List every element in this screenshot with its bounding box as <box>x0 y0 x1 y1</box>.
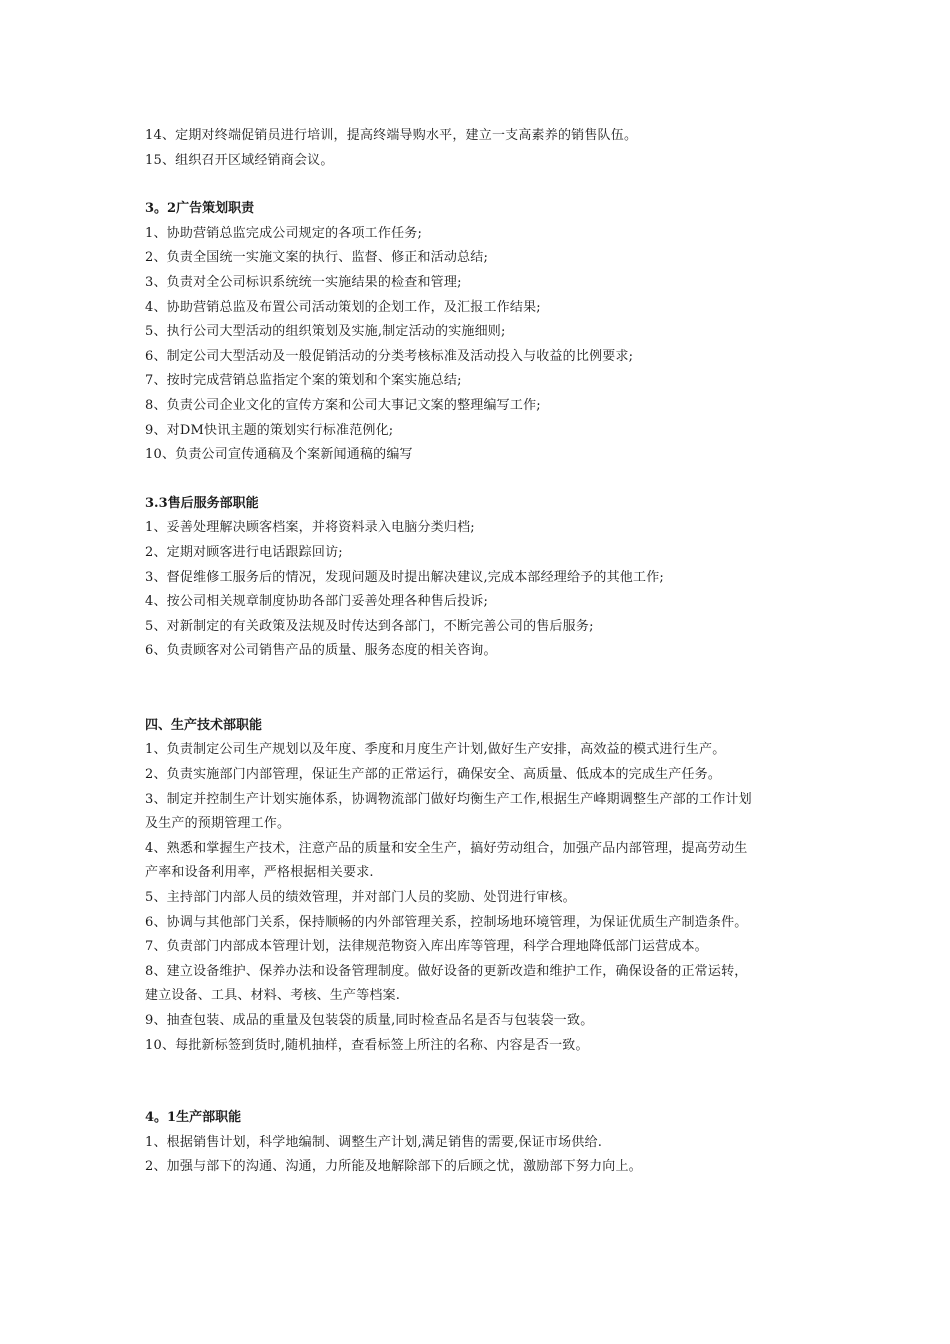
list-item-continuation: 建立设备、工具、材料、考核、生产等档案. <box>145 988 401 1004</box>
list-item: 4、熟悉和掌握生产技术，注意产品的质量和安全生产，搞好劳动组合，加强产品内部管理，提高劳动生 <box>145 840 748 856</box>
section-heading: 4。1生产部职能 <box>145 1110 242 1126</box>
list-item: 5、主持部门内部人员的绩效管理，并对部门人员的奖励、处罚进行审核。 <box>145 890 576 906</box>
section-3-2 <box>145 197 825 468</box>
list-item: 6、协调与其他部门关系，保持顺畅的内外部管理关系，控制场地环境管理，为保证优质生产制造条件。 <box>145 914 748 930</box>
list-item: 9、抽查包装、成品的重量及包装袋的质量,同时检查品名是否与包装袋一致。 <box>145 1013 594 1028</box>
list-item: 3、督促维修工服务后的情况，发现问题及时提出解决建议,完成本部经理给予的其他工作; <box>145 569 664 585</box>
list-item: 2、定期对顾客进行电话跟踪回访; <box>145 544 343 560</box>
list-item: 2、负责实施部门内部管理，保证生产部的正常运行，确保安全、高质量、低成本的完成生产任务。 <box>145 767 722 783</box>
list-item: 10、每批新标签到货时,随机抽样，查看标签上所注的名称、内容是否一致。 <box>145 1037 589 1053</box>
list-item: 15、组织召开区域经销商会议。 <box>145 152 334 168</box>
list-item: 1、负责制定公司生产规划以及年度、季度和月度生产计划,做好生产安排，高效益的模式进行生产。 <box>145 742 726 758</box>
list-item: 5、执行公司大型活动的组织策划及实施,制定活动的实施细则; <box>145 324 506 340</box>
list-item: 5、对新制定的有关政策及法规及时传达到各部门，不断完善公司的售后服务; <box>145 618 594 634</box>
list-item: 2、负责全国统一实施文案的执行、监督、修正和活动总结; <box>145 250 489 266</box>
section-heading: 3。2广告策划职责 <box>145 201 255 217</box>
list-item: 3、负责对全公司标识系统统一实施结果的检查和管理; <box>145 274 462 290</box>
list-item-continuation: 及生产的预期管理工作。 <box>145 816 291 832</box>
list-item: 8、负责公司企业文化的宣传方案和公司大事记文案的整理编写工作; <box>145 397 541 413</box>
list-item: 4、按公司相关规章制度协助各部门妥善处理各种售后投诉; <box>145 594 489 610</box>
list-item: 1、根据销售计划，科学地编制、调整生产计划,满足销售的需要,保证市场供给. <box>145 1134 603 1150</box>
list-item: 6、负责顾客对公司销售产品的质量、服务态度的相关咨询。 <box>145 643 497 659</box>
list-item: 1、协助营销总监完成公司规定的各项工作任务; <box>145 225 423 241</box>
list-item: 7、负责部门内部成本管理计划，法律规范物资入库出库等管理，科学合理地降低部门运营成本。 <box>145 939 708 955</box>
list-item: 9、对DM快讯主题的策划实行标准范例化; <box>145 422 394 438</box>
section-4-1 <box>145 1106 825 1180</box>
section-heading: 3.3售后服务部职能 <box>145 495 259 511</box>
section-heading: 四、生产技术部职能 <box>145 717 263 733</box>
document-page <box>145 124 825 1180</box>
list-item: 7、按时完成营销总监指定个案的策划和个案实施总结; <box>145 373 462 389</box>
list-item: 1、妥善处理解决顾客档案，并将资料录入电脑分类归档; <box>145 520 475 536</box>
list-item: 6、制定公司大型活动及一般促销活动的分类考核标准及活动投入与收益的比例要求; <box>145 348 634 364</box>
section-3-3 <box>145 492 825 664</box>
list-item: 4、协助营销总监及布置公司活动策划的企划工作，及汇报工作结果; <box>145 299 541 315</box>
list-item: 14、定期对终端促销员进行培训，提高终端导购水平，建立一支高素养的销售队伍。 <box>145 128 638 143</box>
section-4 <box>145 714 825 1058</box>
top-items <box>145 124 825 173</box>
list-item: 3、制定并控制生产计划实施体系，协调物流部门做好均衡生产工作,根据生产峰期调整生产部的工作计划 <box>145 791 752 807</box>
list-item: 8、建立设备维护、保养办法和设备管理制度。做好设备的更新改造和维护工作，确保设备的正常运转， <box>145 963 748 979</box>
list-item-continuation: 产率和设备利用率，严格根据相关要求. <box>145 865 374 881</box>
list-item: 10、负责公司宣传通稿及个案新闻通稿的编写 <box>145 447 413 463</box>
list-item: 2、加强与部下的沟通、沟通，力所能及地解除部下的后顾之忧，激励部下努力向上。 <box>145 1159 642 1175</box>
